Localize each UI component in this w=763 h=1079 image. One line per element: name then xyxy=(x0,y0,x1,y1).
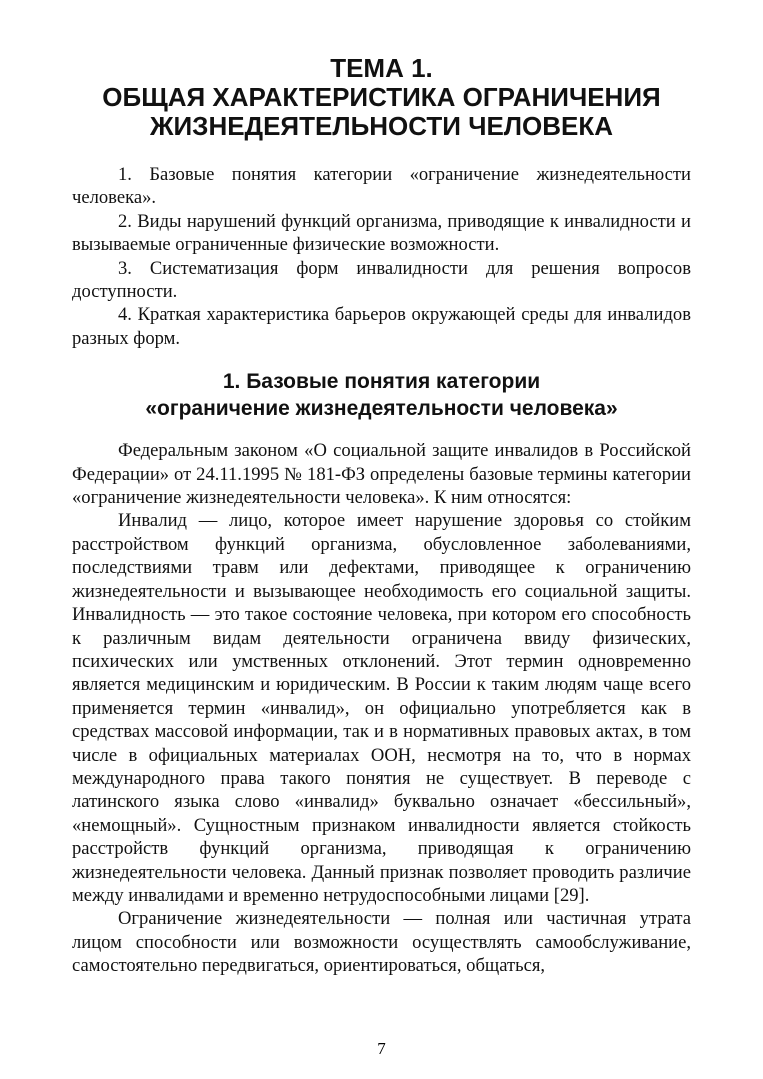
topic-outline xyxy=(72,163,691,350)
outline-item: 3. Систематизация форм инвалидности для решения вопросов доступности. xyxy=(72,257,691,303)
section-body xyxy=(72,439,691,977)
page-number: 7 xyxy=(377,1039,386,1058)
outline-item: 2. Виды нарушений функций организма, приводящие к инвалидности и вызываемые ограниченные физические возможности. xyxy=(72,210,691,256)
chapter-title-line: ТЕМА 1. xyxy=(330,53,433,83)
chapter-title-line: ЖИЗНЕДЕЯТЕЛЬНОСТИ ЧЕЛОВЕКА xyxy=(149,111,614,141)
chapter-title-line: ОБЩАЯ ХАРАКТЕРИСТИКА ОГРАНИЧЕНИЯ xyxy=(102,82,661,112)
chapter-title xyxy=(72,54,691,141)
outline-item: 4. Краткая характеристика барьеров окружающей среды для инвалидов разных форм. xyxy=(72,304,691,349)
section-heading-line: «ограничение жизнедеятельности человека» xyxy=(145,397,618,421)
outline-item: 1. Базовые понятия категории «ограничение жизнедеятельности человека». xyxy=(72,164,691,209)
paragraph: Ограничение жизнедеятельности — полная или частичная утрата лицом способности или возможности осуществлять самообслуживание, самостоятельно передвигаться, ориентироваться, общаться, xyxy=(72,908,691,977)
section-heading xyxy=(72,368,691,422)
paragraph: Инвалид — лицо, которое имеет нарушение здоровья со стойким расстройством функций организма, обусловленное заболеваниями, последствиями травм или дефектами, приводящее к ограничению жизнедеятельности и вызывающее необходимость его социальной защиты. Инвалидность — это такое состояние человека, при котором его способность к различным видам деятельности ограничена ввиду физических, психических или умственных отклонений. Этот термин одновременно является медицинским и юридическим. В России к таким людям чаще всего применяется термин «инвалид», он официально употребляется как в средствах массовой информации, так и в нормативных правовых актах, в том числе в официальных материалах ООН, несмотря на то, что в нормах международного права такого понятия не существует. В переводе с латинского языка слово «инвалид» буквально означает «бессильный», «немощный». Сущностным признаком инвалидности является стойкость расстройств функций организма, приводящая к ограничению жизнедеятельности человека. Данный признак позволяет проводить различие между инвалидами и временно нетрудоспособными лицами [29]. xyxy=(72,510,691,906)
paragraph: Федеральным законом «О социальной защите инвалидов в Российской Федерации» от 24.11.1995 № 181-ФЗ определены базовые термины категории «ограничение жизнедеятельности человека». К ним относятся: xyxy=(72,440,691,509)
section-heading-line: 1. Базовые понятия категории xyxy=(222,370,541,394)
